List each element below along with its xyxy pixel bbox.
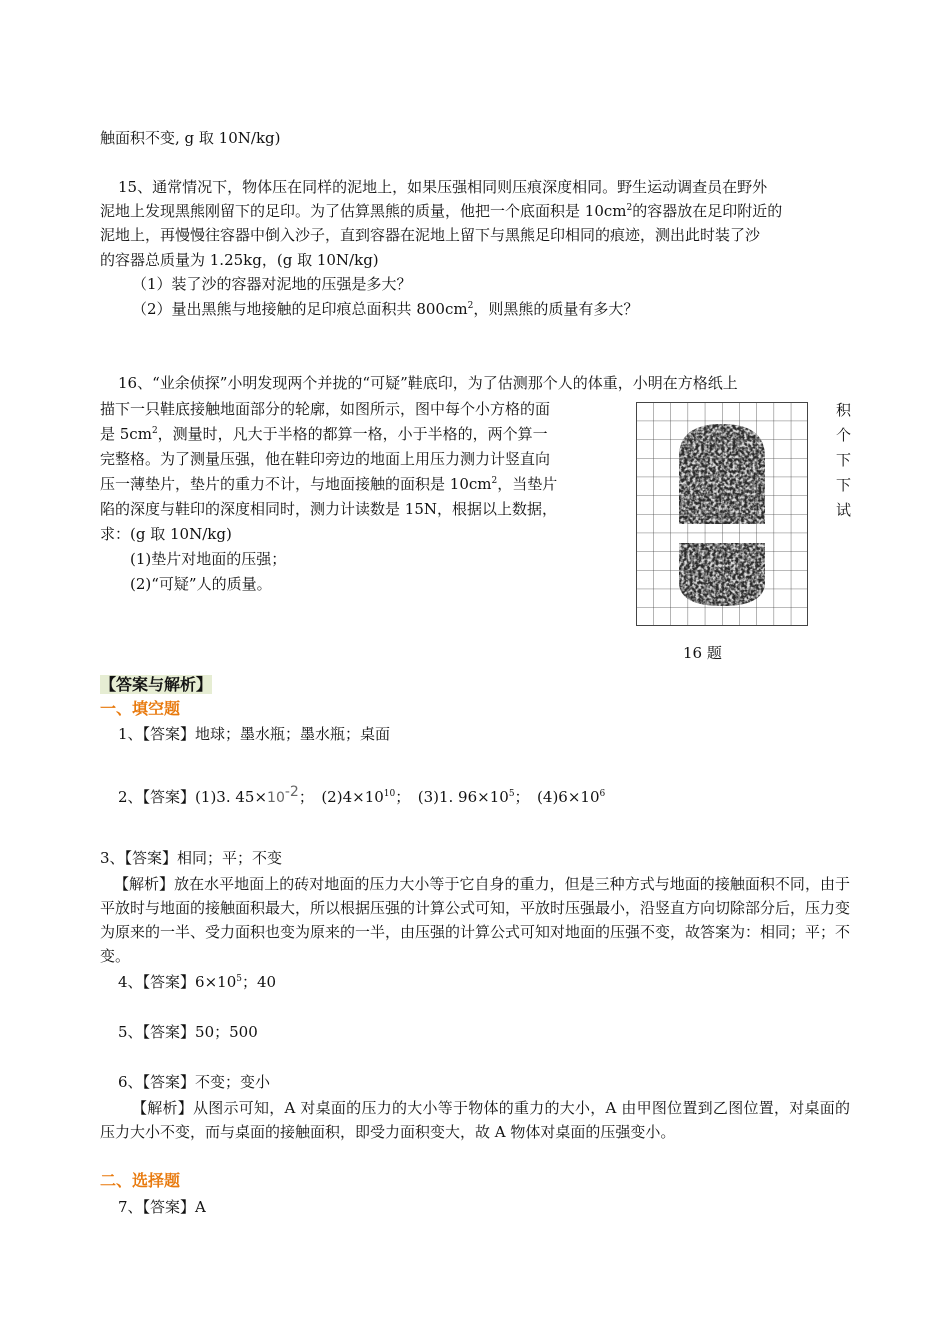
answers-heading: 【答案与解析】 xyxy=(100,675,213,694)
section-fill-blank: 一、填空题 xyxy=(100,699,181,718)
answer-2: 2、【答案】(1)3. $45\times 10^{-2}$； $(2)4\times 10^{10}$； (3)1. $96\times 10^5$； $(4)6\times 10^6$ xyxy=(118,784,606,806)
answer-6: 6、【答案】不变；变小 xyxy=(118,1073,271,1091)
q16-sub-1: (1)垫片对地面的压强； xyxy=(130,550,287,568)
q16-line-1: 16、“业余侦探”小明发现两个并拢的“可疑”鞋底印，为了估测那个人的体重，小明在方格纸上 xyxy=(118,374,738,392)
q16-line-3: 是 $5cm^2$，测量时，凡大于半格的都算一格，小于半格的，两个算一 xyxy=(100,425,548,443)
q15-line-3: 泥地上，再慢慢往容器中倒入沙子，直到容器在泥地上留下与黑熊足印相同的痕迹，测出此时装了沙 xyxy=(100,226,761,244)
q15-line-1: 15、通常情况下，物体压在同样的泥地上，如果压强相同则压痕深度相同。野生运动调查员在野外 xyxy=(118,178,768,196)
answer-5: 5、【答案】50；500 xyxy=(118,1023,258,1041)
section-multiple-choice: 二、选择题 xyxy=(100,1171,181,1190)
q16-side-3: 下 xyxy=(836,451,852,469)
shoe-print-figure xyxy=(636,402,808,626)
q16-line-2: 描下一只鞋底接触地面部分的轮廓，如图所示，图中每个小方格的面 xyxy=(100,400,551,418)
q16-side-4: 下 xyxy=(836,476,852,494)
answer-3-explanation: 【解析】放在水平地面上的砖对地面的压力大小等于它自身的重力，但是三种方式与地面的接触面积不同，由于平放时与地面的接触面积最大，所以根据压强的计算公式可知，平放时压强最小，沿竖直方向切除部分后，压力变为原来的一半、受力面积也变为原来的一半，由压强的计算公式可知对地面的压强不变，故答案为：相同；平；不变。 xyxy=(100,875,851,965)
q16-line-5: 压一薄垫片，垫片的重力不计，与地面接触的面积是 $10cm^2$，当垫片 xyxy=(100,475,558,493)
answer-4: 4、【答案】$6\times 10^5$；40 xyxy=(118,973,277,991)
q15-sub-2: （2）量出黑熊与地接触的足印痕总面积共 $800cm^2$，则黑熊的质量有多大？ xyxy=(132,300,639,318)
q16-line-6: 陷的深度与鞋印的深度相同时，测力计读数是 15N，根据以上数据， xyxy=(100,500,557,518)
q16-side-2: 个 xyxy=(836,426,852,444)
q16-line-7: 求：(g 取 10N/kg) xyxy=(100,525,232,543)
q16-side-5: 试 xyxy=(836,501,852,519)
top-line: 触面积不变, g 取 10N/kg) xyxy=(100,129,281,147)
answer-7: 7、【答案】A xyxy=(118,1198,206,1216)
q15-sub-1: （1）装了沙的容器对泥地的压强是多大？ xyxy=(132,275,412,293)
q16-sub-2: (2)“可疑”人的质量。 xyxy=(130,575,272,593)
answer-3: 3、【答案】相同；平；不变 xyxy=(100,849,283,867)
q16-line-4: 完整格。为了测量压强，他在鞋印旁边的地面上用压力测力计竖直向 xyxy=(100,450,551,468)
answer-6-explanation: 【解析】从图示可知，A 对桌面的压力的大小等于物体的重力的大小，A 由甲图位置到乙图位置，对桌面的压力大小不变，而与桌面的接触面积，即受力面积变大，故 A 物体对桌面的压强变小。 xyxy=(100,1099,850,1141)
q16-side-1: 积 xyxy=(836,401,852,419)
q15-line-2: 泥地上发现黑熊刚留下的足印。为了估算黑熊的质量，他把一个底面积是 $10cm^2$的容器放在足印附近的 xyxy=(100,202,783,220)
q15-line-4: 的容器总质量为 1.25kg，(g 取 10N/kg) xyxy=(100,251,379,269)
answer-1: 1、【答案】地球；墨水瓶；墨水瓶；桌面 xyxy=(118,725,391,743)
figure-caption: 16 题 xyxy=(683,644,722,662)
